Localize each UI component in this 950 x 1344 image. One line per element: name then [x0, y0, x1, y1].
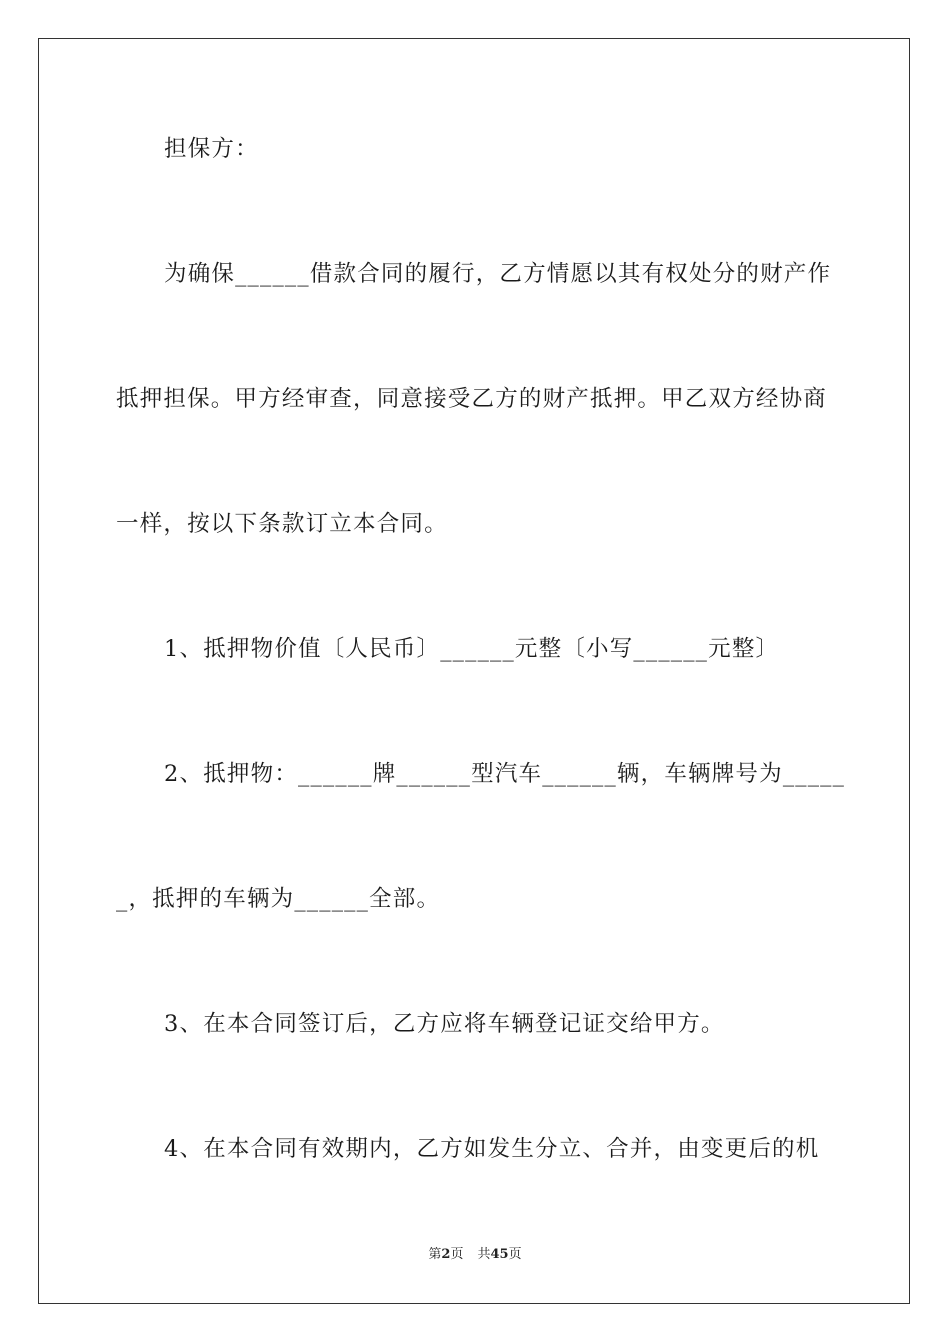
total-pages: 45	[490, 1247, 509, 1262]
paragraph-line: 抵押担保。甲方经审查，同意接受乙方的财产抵押。甲乙双方经协商	[116, 386, 828, 412]
page-border	[38, 38, 910, 1304]
clause-2: 2、抵押物：______牌______型汽车______辆，车辆牌号为_____	[164, 761, 846, 787]
page-suffix: 页	[450, 1247, 464, 1262]
clause-4: 4、在本合同有效期内，乙方如发生分立、合并，由变更后的机	[164, 1136, 820, 1162]
page-prefix: 第	[428, 1247, 442, 1262]
paragraph-line: 一样，按以下条款订立本合同。	[116, 511, 448, 537]
clause-2-continued: _，抵押的车辆为______全部。	[116, 886, 441, 912]
total-suffix: 页	[508, 1247, 522, 1262]
guarantor-label: 担保方：	[164, 136, 259, 162]
page-number: 2	[441, 1247, 451, 1262]
clause-3: 3、在本合同签订后，乙方应将车辆登记证交给甲方。	[164, 1011, 725, 1037]
clause-1: 1、抵押物价值〔人民币〕______元整〔小写______元整〕	[164, 636, 780, 662]
page-footer	[0, 1246, 950, 1264]
total-prefix: 共	[477, 1247, 491, 1262]
paragraph-line: 为确保______借款合同的履行，乙方情愿以其有权处分的财产作	[164, 261, 832, 287]
